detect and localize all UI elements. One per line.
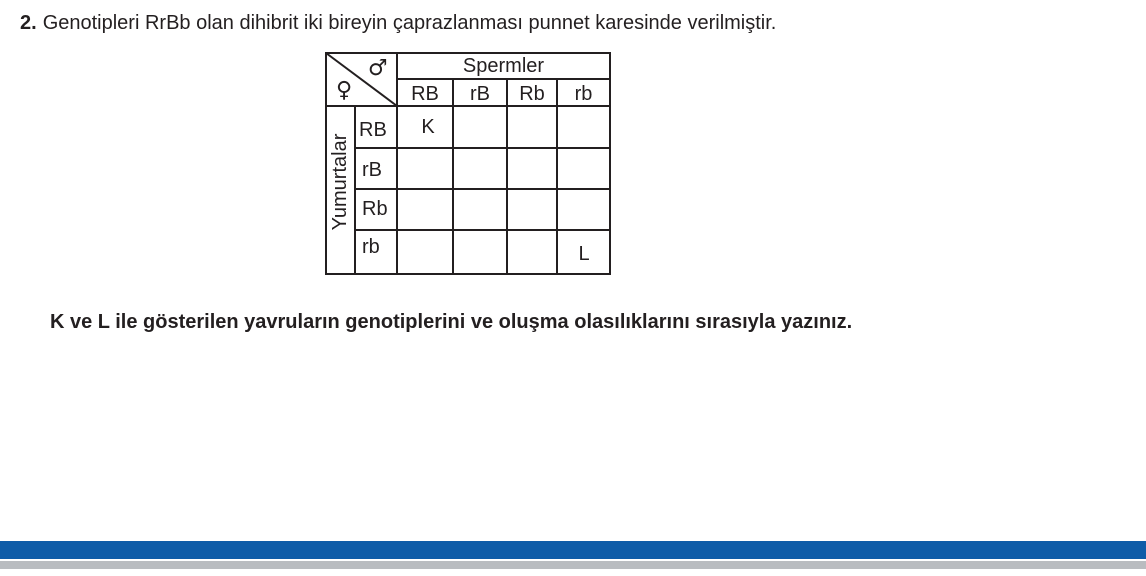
question-stem [20, 10, 776, 36]
footer-blue-bar [0, 541, 1146, 559]
egg-allele: rB [362, 159, 382, 181]
row-header-yumurtalar: Yumurtalar [329, 133, 351, 231]
egg-allele: rb [362, 236, 380, 258]
column-header-spermler: Spermler [462, 55, 545, 77]
sperm-allele: RB [411, 83, 439, 105]
question-number: 2. [20, 12, 37, 34]
female-symbol: ♀ [336, 78, 353, 103]
egg-allele: Rb [362, 198, 388, 220]
male-symbol: ♂ [368, 56, 388, 81]
sperm-allele: Rb [519, 83, 545, 105]
footer-gray-bar [0, 561, 1146, 569]
question-text: Genotipleri RrBb olan dihibrit iki bireyin çaprazlanması punnet karesinde verilmiştir. [42, 12, 777, 34]
egg-allele: RB [359, 119, 387, 141]
cell-l: L [578, 243, 590, 265]
sperm-allele: rB [470, 83, 490, 105]
cell-k: K [421, 116, 435, 138]
question-prompt: K ve L ile gösterilen yavruların genotiplerini ve oluşma olasılıklarını sırasıyla yazınız. [50, 311, 853, 333]
sperm-allele: rb [574, 83, 593, 105]
